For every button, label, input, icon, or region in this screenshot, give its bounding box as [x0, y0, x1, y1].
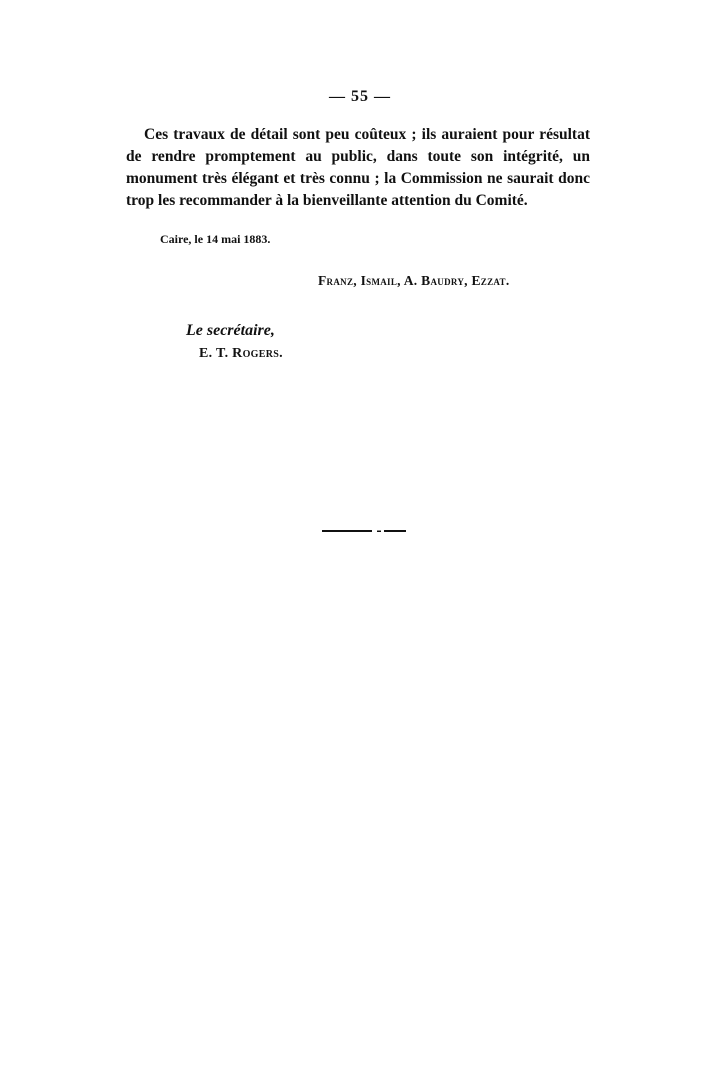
- end-rule-dot: [377, 531, 381, 533]
- signatories-line: Franz, Ismail, A. Baudry, Ezzat.: [318, 273, 510, 288]
- place-date-line: Caire, le 14 mai 1883.: [160, 232, 271, 246]
- end-rule-long-segment: [322, 530, 372, 532]
- secretary-name: E. T. Rogers.: [199, 346, 283, 361]
- end-rule-ornament: [322, 529, 406, 533]
- secretary-title: Le secrétaire,: [186, 322, 275, 339]
- page-number: — 55 —: [329, 88, 391, 105]
- body-paragraph: Ces travaux de détail sont peu coûteux ; ils auraient pour résultat de rendre promptement au public, dans toute son intégrité, un monument très élégant et très connu ; la Commission ne saurait donc trop les recommander à la bienveillante attention du Comité.: [126, 126, 590, 209]
- main-text-block: [126, 124, 590, 212]
- end-rule-short-segment: [384, 530, 406, 532]
